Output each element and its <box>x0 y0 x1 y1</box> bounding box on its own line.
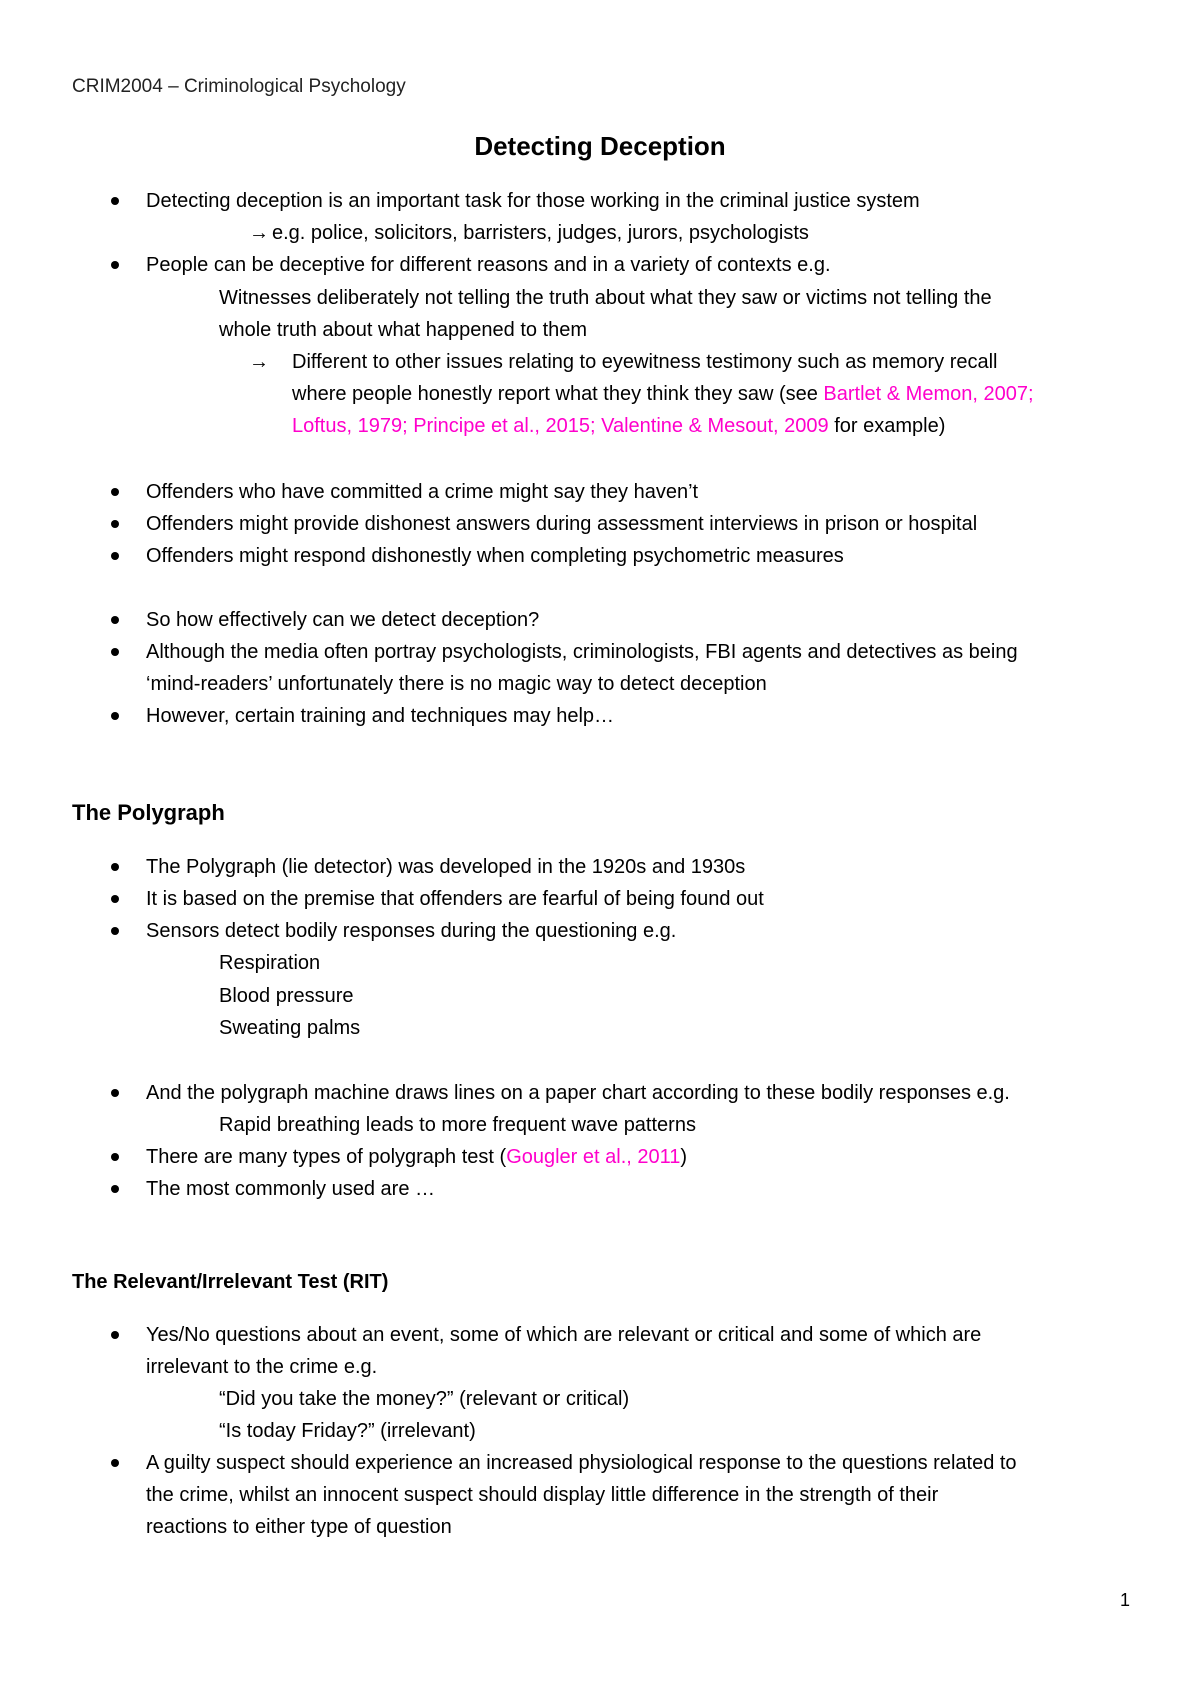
bullet-icon <box>111 648 119 656</box>
bullet-icon <box>111 616 119 624</box>
bullet-icon <box>111 1459 119 1467</box>
list-item: It is based on the premise that offenders are fearful of being found out <box>146 888 764 910</box>
list-item <box>146 1145 687 1169</box>
list-item: the crime, whilst an innocent suspect should display little difference in the strength of their <box>146 1484 939 1506</box>
reference-link: Bartlet & Memon, 2007; <box>823 383 1034 405</box>
text-span: for example) <box>828 415 946 437</box>
bullet-icon <box>111 1331 119 1339</box>
list-item: reactions to either type of question <box>146 1516 452 1538</box>
reference-link: Loftus, 1979; Principe et al., 2015; Valentine & Mesout, 2009 <box>292 415 829 437</box>
arrow-right-icon: → <box>249 222 269 244</box>
list-item: Different to other issues relating to eyewitness testimony such as memory recall <box>292 351 998 373</box>
list-item: ‘mind-readers’ unfortunately there is no magic way to detect deception <box>146 673 767 695</box>
bullet-icon <box>111 863 119 871</box>
list-item: “Is today Friday?” (irrelevant) <box>219 1420 476 1442</box>
list-item <box>292 414 945 438</box>
list-item: The Polygraph (lie detector) was developed in the 1920s and 1930s <box>146 856 746 878</box>
list-item: Sweating palms <box>219 1017 361 1039</box>
list-item: However, certain training and techniques may help… <box>146 705 615 727</box>
text-span: where people honestly report what they think they saw (see <box>292 383 824 405</box>
list-item: Sensors detect bodily responses during the questioning e.g. <box>146 920 677 942</box>
list-item: People can be deceptive for different reasons and in a variety of contexts e.g. <box>146 254 831 276</box>
bullet-icon <box>111 261 119 269</box>
bullet-icon <box>111 712 119 720</box>
list-item: Rapid breathing leads to more frequent wave patterns <box>219 1114 696 1136</box>
text-span: There are many types of polygraph test ( <box>146 1146 507 1168</box>
list-item: Detecting deception is an important task for those working in the criminal justice system <box>146 190 920 212</box>
bullet-icon <box>111 488 119 496</box>
bullet-icon <box>111 520 119 528</box>
page-title: Detecting Deception <box>474 131 726 161</box>
bullet-icon <box>111 1153 119 1161</box>
section-heading: The Polygraph <box>72 800 225 825</box>
bullet-icon <box>111 895 119 903</box>
list-item: e.g. police, solicitors, barristers, judges, jurors, psychologists <box>272 222 809 244</box>
list-item: whole truth about what happened to them <box>219 319 588 341</box>
list-item: So how effectively can we detect deception? <box>146 609 540 631</box>
list-item: Offenders who have committed a crime might say they haven’t <box>146 481 699 503</box>
bullet-icon <box>111 1089 119 1097</box>
arrow-right-icon: → <box>249 351 269 373</box>
list-item: irrelevant to the crime e.g. <box>146 1356 378 1378</box>
text-span: ) <box>680 1146 688 1168</box>
subsection-heading: The Relevant/Irrelevant Test (RIT) <box>72 1271 389 1293</box>
list-item: “Did you take the money?” (relevant or critical) <box>219 1388 630 1410</box>
list-item: And the polygraph machine draws lines on a paper chart according to these bodily responses e.g. <box>146 1082 1010 1104</box>
page-number: 1 <box>1120 1590 1131 1610</box>
list-item: A guilty suspect should experience an increased physiological response to the questions related to <box>146 1452 1017 1474</box>
bullet-icon <box>111 1185 119 1193</box>
bullet-icon <box>111 927 119 935</box>
reference-link: Gougler et al., 2011 <box>506 1146 681 1168</box>
bullet-icon <box>111 552 119 560</box>
list-item: Blood pressure <box>219 985 354 1007</box>
running-header: CRIM2004 – Criminological Psychology <box>72 76 406 97</box>
list-item: Respiration <box>219 952 321 974</box>
list-item: Offenders might provide dishonest answers during assessment interviews in prison or hospital <box>146 513 978 535</box>
list-item: Although the media often portray psychologists, criminologists, FBI agents and detectives as being <box>146 641 1018 663</box>
list-item: Yes/No questions about an event, some of which are relevant or critical and some of which are <box>146 1324 982 1346</box>
bullet-icon <box>111 197 119 205</box>
list-item: Witnesses deliberately not telling the truth about what they saw or victims not telling the <box>219 287 992 309</box>
list-item: The most commonly used are … <box>146 1178 435 1200</box>
list-item: Offenders might respond dishonestly when completing psychometric measures <box>146 545 844 567</box>
list-item <box>292 382 1034 406</box>
